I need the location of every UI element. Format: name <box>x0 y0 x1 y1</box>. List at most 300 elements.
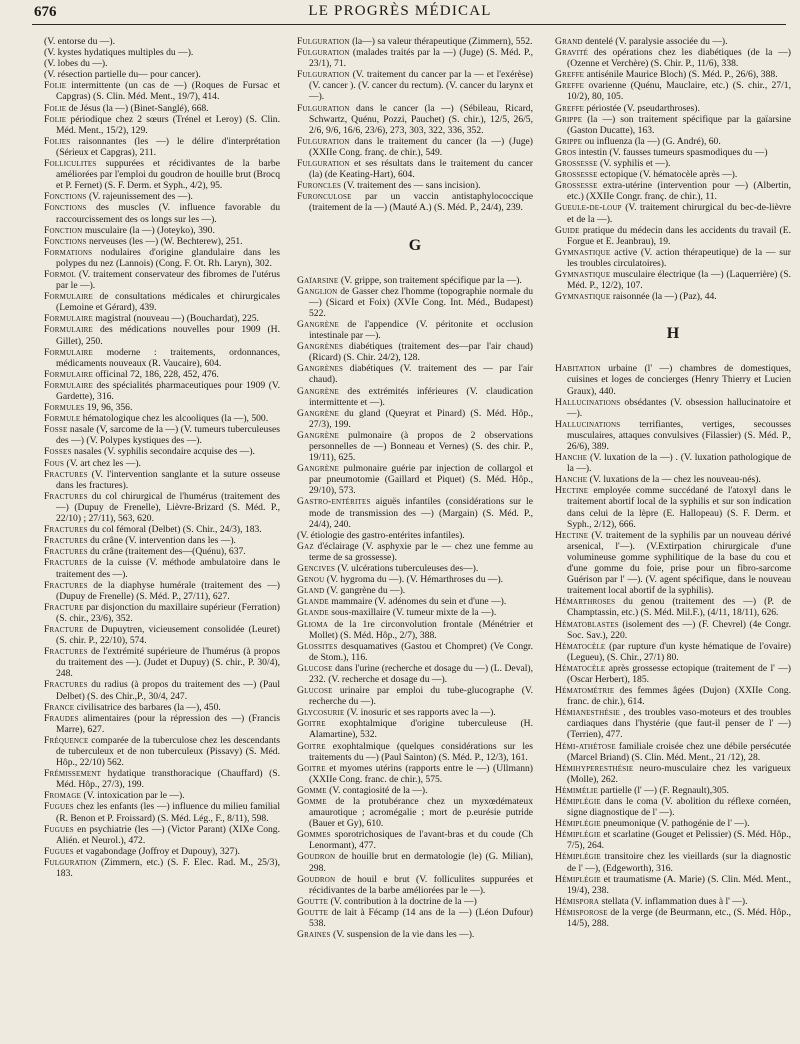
entry-heading: Fonctions <box>44 202 87 214</box>
entry-text: magistral (nouveau —) (Bouchardat), 225. <box>95 313 259 325</box>
entry-text: de Jésus (la —) (Binet-Sanglé), 668. <box>68 102 209 114</box>
entry-text: partielle (l' —) (F. Regnault),305. <box>600 784 729 796</box>
entry-text: (V. suspension de la vie dans les —). <box>333 929 475 941</box>
entry-heading: Hémiplégie <box>555 796 601 807</box>
entry-text: de Dupuytren, vicieusement consolidée (Leuret) (S. chir. P., 22/10), 574. <box>56 623 280 647</box>
index-entry <box>555 225 791 247</box>
entry-text: moderne : traitements, ordonnances, médicaments nouveaux (R. Vaucaire), 604. <box>56 346 280 369</box>
index-column-3 <box>555 36 791 1040</box>
entry-text: aiguës infantiles (considérations sur le mode de transmission des —) (Margain) (S. Méd. P., 24/4), 240. <box>309 496 533 530</box>
index-entry <box>44 47 280 58</box>
entry-heading: Hémiplégie <box>555 873 601 885</box>
entry-heading: Formulaire <box>44 346 93 358</box>
entry-heading: Gros <box>555 146 577 158</box>
index-entry <box>555 707 791 740</box>
entry-heading: Hématocèle <box>555 662 606 674</box>
entry-text: (isolement des —) (F. Chevrel) (4e Congr. Soc. Sav.), 220. <box>567 618 791 641</box>
entry-text: (V. étiologie des gastro-entérites infantiles). <box>297 529 465 541</box>
entry-heading: Grossesse <box>555 169 598 181</box>
index-entry <box>297 363 533 385</box>
entry-heading: Ganglion <box>297 285 338 297</box>
entry-heading: Guide <box>555 224 580 236</box>
entry-text: des spécialités pharmaceutiques pour 1909 (V. Gardette), 316. <box>56 379 280 402</box>
entry-heading: Furonculose <box>297 191 352 203</box>
entry-text: de l'appendice (V. péritonite et occlusion intestinale par —). <box>309 318 533 342</box>
index-entry <box>555 158 791 169</box>
entry-heading: Fonctions <box>44 235 87 247</box>
entry-text: (malades traités par la —) (Juge) (S. Méd. P., 23/1), 71. <box>309 47 533 70</box>
index-entry <box>44 236 280 247</box>
index-entry <box>555 474 791 485</box>
entry-heading: Hectine <box>555 529 589 541</box>
entry-heading: Fulguration <box>297 135 350 147</box>
index-entry <box>44 347 280 369</box>
entry-heading: Goitre <box>297 718 326 730</box>
entry-heading: Grippe <box>555 113 583 125</box>
index-entry <box>555 452 791 474</box>
index-entry <box>44 247 280 269</box>
index-entry <box>297 47 533 69</box>
entry-heading: Gaz <box>297 540 314 552</box>
index-entry <box>555 103 791 114</box>
entry-heading: Hémiplégie <box>555 829 601 841</box>
entry-text: nerveuses (les —) (W. Bechterew), 251. <box>88 235 243 247</box>
entry-heading: Gangrène <box>297 385 339 397</box>
index-entry <box>44 402 280 413</box>
index-entry <box>297 136 533 158</box>
entry-text: d'éclairage (V. asphyxie par le — chez une femme au terme de sa grossesse). <box>309 540 533 563</box>
entry-text: du crâne (traitement des—(Quénu), 637. <box>90 546 246 558</box>
entry-text: par un vaccin antistaphylococcique (traitement de la —) (Mauté A.) (S. Méd. P., 24/4), 239. <box>309 191 533 214</box>
index-entry <box>297 663 533 685</box>
entry-text: de lait à Fécamp (14 ans de la —) (Léon Dufour) 538. <box>309 906 533 930</box>
entry-text: périodique chez 2 sœurs (Trénel et Leroy) (S. Clin. Méd. Ment., 15/2), 129. <box>56 113 280 136</box>
entry-text: desquamatives (Gastou et Chompret) (Ve Congr. de Stom.), 116. <box>309 640 533 663</box>
index-entry <box>44 735 280 768</box>
entry-text: (V. traitement de la syphilis par un nouveau dérivé arsenical, l'—). (V.Extirpation chirurgicale d'une volumineuse gomme syphilitique de la base du cou et d'une gomme du foie, prise pour un fibro-sarcome Guérison par l' —). (V. agent spécifique, dans le nouveau traitement local abortif de la syphilis). <box>567 529 791 597</box>
journal-title: LE PROGRÈS MÉDICAL <box>308 3 492 19</box>
index-entry <box>297 619 533 641</box>
index-entry <box>297 574 533 585</box>
entry-text: nasales (V. syphilis secondaire acquise des —). <box>73 446 255 458</box>
entry-heading: Glucose <box>297 685 333 697</box>
entry-text: des extrémités inférieures (V. claudication intermittente et —). <box>309 385 533 408</box>
entry-text: musculaire (la —) (Joteyko), 390. <box>84 224 215 236</box>
entry-text: de Gasser chez l'homme (topographie normale du —) (Sicard et Foix) (XVIe Cong. Int. Méd., Budapest) 522. <box>309 285 533 319</box>
section-letter: G <box>408 236 422 254</box>
entry-text: ou influenza (la —) (G. André), 60. <box>584 135 721 147</box>
index-entry <box>297 496 533 529</box>
entry-heading: Hémimélie <box>555 784 598 796</box>
entry-heading: Furoncles <box>297 180 342 192</box>
entry-text: ectopique (V. hématocèle après —). <box>599 169 738 181</box>
index-entry <box>555 397 791 419</box>
entry-heading: Frémissement <box>44 768 102 780</box>
entry-heading: Gymnastique <box>555 291 611 303</box>
index-entry <box>44 269 280 291</box>
entry-text: hydatique transthoracique (Chauffard) (S. Méd. Hôp., 27/3), 199. <box>56 768 280 791</box>
entry-heading: Fractures <box>44 557 88 569</box>
index-entry <box>297 929 533 940</box>
entry-text: (V. grippe, son traitement spécifique par la —). <box>340 274 522 286</box>
entry-text: intermittente (un cas de —) (Roques de Fursac et Capgras) (S. Clin. Méd. Ment., 19/7), 414. <box>56 80 280 103</box>
entry-heading: Formule <box>44 413 81 425</box>
entry-text: de l'extrémité supérieure de l'humérus (à propos du traitement des —). (Judet et Dupuy) (S. chir., P. 30/4), 248. <box>56 646 280 680</box>
entry-heading: Glande <box>297 607 329 619</box>
index-entry <box>297 430 533 463</box>
index-entry <box>555 485 791 529</box>
entry-heading: Fulguration <box>44 856 97 868</box>
entry-heading: Glossites <box>297 640 338 652</box>
entry-heading: Folie <box>44 80 67 92</box>
entry-text: sporotrichosiques de l'avant-bras et du coude (Ch Lenormant), 477. <box>309 829 533 852</box>
entry-heading: Formules <box>44 402 85 414</box>
index-entry <box>44 646 280 679</box>
entry-text: raisonnantes (les —) le délire d'interprétation (Sérieux et Capgras), 211. <box>56 135 280 158</box>
entry-text: des femmes âgées (Dujon) (XXIIe Cong. franc. de chir.), 614. <box>567 685 791 708</box>
entry-heading: Gomme <box>297 784 327 796</box>
index-entry <box>44 790 280 801</box>
entry-heading: Hémarthroses <box>555 596 616 608</box>
index-entry <box>297 851 533 873</box>
entry-text: de la cuisse (V. méthode ambulatoire dans le traitement des —). <box>56 557 280 580</box>
entry-heading: Hémisporose <box>555 906 608 918</box>
entry-heading: Fugues <box>44 845 74 857</box>
index-entry <box>44 324 280 346</box>
entry-heading: Gaïarsine <box>297 274 339 286</box>
index-entry <box>555 36 791 47</box>
entry-text: ovarienne (Quénu, Mauclaire, etc.) (S. chir., 27/1, 10/2), 80, 105. <box>567 80 791 103</box>
entry-heading: Gomme <box>297 796 327 807</box>
entry-text: (V. hygroma du —). (V. Hémarthroses du —). <box>326 574 504 586</box>
entry-heading: Gravité <box>555 47 589 59</box>
entry-heading: Glucose <box>297 662 333 674</box>
entry-text: raisonnée (la —) (Paz), 44. <box>612 291 717 303</box>
entry-text: en psychiatrie (les —) (Victor Parant) (XIXe Cong. Alién. et Neurol.), 472. <box>56 823 280 846</box>
index-entry <box>297 36 533 47</box>
entry-heading: Fractures <box>44 646 88 658</box>
entry-text: de houil e brut (V. folliculites suppurées et récidivantes de la barbe améliorées par le —). <box>309 873 533 896</box>
entry-heading: Fractures <box>44 524 88 536</box>
index-entry <box>555 907 791 929</box>
entry-text: (V. traitement chirurgical du bec-de-lièvre et de la —). <box>567 202 791 225</box>
index-entry <box>297 585 533 596</box>
entry-text: et traumatisme (A. Marie) (S. Clin. Méd. Ment., 19/4), 238. <box>567 873 791 896</box>
index-entry <box>44 713 280 735</box>
entry-text: alimentaires (pour la répression des —) (Francis Marre), 627. <box>56 712 280 735</box>
entry-heading: Fractures <box>44 579 88 591</box>
index-entry <box>297 463 533 496</box>
entry-heading: Hématoblastes <box>555 618 619 630</box>
index-entry <box>44 225 280 236</box>
entry-text: (V. ulcérations tuberculeuses des—). <box>337 563 479 575</box>
index-entry <box>44 535 280 546</box>
entry-text: diabétiques (traitement des—par l'air chaud) (Ricard) (S. Chir. 24/2), 128. <box>309 341 533 364</box>
entry-text: comparée de la tuberculose chez les descendants de tuberculeux et de non tuberculeux (Pissavy) (S. Méd. Hôp., 22/10) 562. <box>56 734 280 769</box>
entry-heading: Goitre <box>297 740 326 752</box>
index-entry <box>555 874 791 896</box>
entry-heading: Fugues <box>44 823 74 835</box>
entry-text: chez les enfants (les —) influence du milieu familial (R. Benon et P. Froissard) (S. Méd. Lég., F., 8/11), 598. <box>56 801 280 824</box>
entry-text: par disjonction du maxillaire supérieur (Ferration) (S. chir., 23/6), 352. <box>56 601 280 624</box>
entry-heading: Fonction <box>44 224 83 236</box>
entry-heading: Folie <box>44 102 67 114</box>
entry-heading: Fraudes <box>44 712 79 724</box>
entry-text: (V. luxation de la —) . (V. luxation pathologique de la —). <box>567 452 791 475</box>
entry-heading: Gastro-entérites <box>297 496 371 508</box>
entry-text: de la protubérance chez un myxœdémateux amaurotique ; acromégalie ; mort de p.eurésie putride (Bauer et Gy), 610. <box>309 796 533 830</box>
index-entry <box>555 896 791 907</box>
index-entry <box>297 874 533 896</box>
entry-heading: Goutte <box>297 895 329 907</box>
entry-heading: Fractures <box>44 535 88 547</box>
entry-heading: Fulguration <box>297 36 350 47</box>
index-entry <box>44 580 280 602</box>
entry-heading: Fulguration <box>297 69 350 81</box>
index-entry <box>297 763 533 785</box>
entry-heading: Glycosurie <box>297 707 345 719</box>
index-entry <box>44 768 280 790</box>
index-entry <box>297 829 533 851</box>
entry-heading: Formations <box>44 246 93 258</box>
index-entry <box>297 741 533 763</box>
entry-heading: Hématométrie <box>555 685 615 697</box>
entry-text: sous-maxillaire (V. tumeur mixte de la —). <box>331 607 497 619</box>
entry-heading: Fractures <box>44 468 88 480</box>
entry-heading: Fulguration <box>297 47 350 59</box>
entry-heading: Fromage <box>44 790 82 802</box>
entry-heading: Fracture <box>44 623 84 635</box>
entry-heading: Gland <box>297 585 325 597</box>
entry-text: employée comme succédané de l'atoxyl dans le traitement abortif local de la syphilis et sur son indication dans celui de la lèpre (E. Hallopeau) (S. F. Derm. et Syph., 2/12), 666. <box>567 485 791 530</box>
entry-text: (V. art chez les —). <box>66 457 141 469</box>
entry-heading: Fugues <box>44 801 74 813</box>
entry-heading: Fractures <box>44 679 88 691</box>
index-column-2 <box>297 36 533 1040</box>
index-entry <box>297 685 533 707</box>
index-entry <box>555 247 791 269</box>
entry-heading: Formulaire <box>44 291 93 303</box>
entry-heading: Goitre <box>297 762 326 774</box>
entry-text: et ses résultats dans le traitement du cancer (la) (de Keating-Hart), 604. <box>309 158 533 181</box>
index-entry <box>555 269 791 291</box>
entry-heading: Gangrène <box>297 318 339 330</box>
index-entry <box>555 785 791 796</box>
entry-text: mammaire (V. adénomes du sein et d'une —). <box>331 596 507 608</box>
index-entry <box>555 69 791 80</box>
index-entry <box>555 202 791 224</box>
index-entry <box>44 702 280 713</box>
entry-text: (V. l'intervention sanglante et la suture osseuse dans les fractures). <box>56 468 280 491</box>
entry-text: des muscles (V. influence favorable du raccourcissement des os longs sur les —). <box>56 202 280 225</box>
entry-heading: Fulguration <box>297 102 350 114</box>
entry-text: (V. inosuric et ses rapports avec la —). <box>346 707 496 719</box>
entry-text: musculaire électrique (la —) (Laquerrière) (S. Méd. P., 12/2), 107. <box>567 268 791 292</box>
entry-text: , des troubles vaso-moteurs et des troubles cardiaques dans l'hystérie (que faut-il penser de l' —) (Terrien), 477. <box>567 707 791 741</box>
entry-text: du col fémoral (Delbet) (S. Chir., 24/3), 183. <box>90 524 262 536</box>
entry-text: stellata (V. inflammation dues à l' —). <box>601 895 748 907</box>
entry-heading: Fulguration <box>297 158 350 170</box>
entry-text: du col chirurgical de l'humérus (traitement des —) (Dupuy de Frenelle), Lièvre-Brizard (S. Méd. P., 22/10) ; 27/11), 563, 620. <box>56 490 280 525</box>
index-entry <box>44 424 280 446</box>
index-entry <box>555 291 791 302</box>
entry-text: (V. lobes du —). <box>44 58 108 70</box>
entry-heading: Gommes <box>297 829 331 841</box>
index-entry <box>297 341 533 363</box>
index-entry <box>555 829 791 851</box>
entry-text: (V. contagiosité de la —). <box>329 784 428 796</box>
entry-text: des médications nouvelles pour 1909 (H. Gillet), 250. <box>56 324 280 347</box>
entry-heading: Goudron <box>297 873 336 885</box>
page-header <box>0 0 800 28</box>
entry-heading: France <box>44 701 75 713</box>
entry-heading: Gangrènes <box>297 363 344 375</box>
index-entry <box>555 619 791 641</box>
entry-text: et scarlatine (Gouget et Pelissier) (S. Méd. Hôp., 7/5), 264. <box>567 829 791 852</box>
entry-text: et vagabondage (Joffroy et Dupouy), 327). <box>76 845 240 857</box>
index-entry <box>555 80 791 102</box>
entry-heading: Fonctions <box>44 191 87 203</box>
entry-heading: Hallucinations <box>555 418 621 430</box>
entry-text: dans le cancer (la —) (Sébileau, Ricard, Schwartz, Quénu, Pozzi, Pauchet) (S. chir.), 12/5, 26/5, 2/6, 9/6, 16/6, 23/6), 273, 303, 322, 336, 352. <box>309 102 533 136</box>
index-entry <box>297 707 533 718</box>
entry-heading: Fosse <box>44 424 68 436</box>
entry-text: dentelé (V. paralysie associée du —). <box>585 36 728 47</box>
entry-text: (V. kystes hydatiques multiples du —). <box>44 47 194 59</box>
index-entry <box>44 36 280 47</box>
index-entry <box>555 796 791 818</box>
entry-text: (V. intoxication par le —). <box>83 790 185 802</box>
index-entry <box>297 319 533 341</box>
entry-text: urbaine (l' —) chambres de domestiques, cuisines et loges de concierges (Henry Thierry et Lucien Graux), 440. <box>567 363 791 397</box>
index-entry <box>555 851 791 873</box>
index-entry <box>44 824 280 846</box>
section-letter: H <box>666 325 680 343</box>
entry-text: diabétiques (V. traitement des — par l'air chaud). <box>309 363 533 386</box>
entry-heading: Fractures <box>44 546 88 558</box>
entry-heading: Gangrène <box>297 463 339 475</box>
entry-text: (par rupture d'un kyste hématique de l'ovaire) (Legueu), (S. Chir., 27/1) 80. <box>567 640 791 663</box>
entry-text: (la—) sa valeur thérapeutique (Zimmern), 552. <box>352 36 533 47</box>
entry-heading: Grand <box>555 36 583 47</box>
entry-heading: Folliculites <box>44 158 97 170</box>
entry-heading: Goudron <box>297 851 336 863</box>
entry-heading: Hémiplégie <box>555 818 601 830</box>
index-entry <box>297 69 533 102</box>
entry-heading: Grippe <box>555 135 583 147</box>
entry-text: des opérations chez les diabétiques (de la —) (Ozenne et Verchère) (S. Chir. P., 11/6), 338. <box>567 47 791 70</box>
entry-heading: Greffe <box>555 80 585 92</box>
index-entry <box>44 624 280 646</box>
entry-heading: Grossesse <box>555 158 598 170</box>
index-entry <box>297 191 533 213</box>
entry-text: de la verge (de Beurmann, etc., (S. Méd. Hôp., 14/5), 288. <box>567 906 791 930</box>
index-entry <box>44 857 280 879</box>
index-entry <box>44 369 280 380</box>
index-entry <box>44 469 280 491</box>
index-entry <box>555 596 791 618</box>
entry-text: (V. traitement conservateur des fibromes de l'utérus par le —). <box>56 268 280 292</box>
entry-text: dans l'urine (recherche et dosage du —) (L. Deval), 232. (V. recherche et dosage du —). <box>309 662 533 685</box>
index-entry <box>555 180 791 202</box>
index-entry <box>44 191 280 202</box>
entry-heading: Hanche <box>555 474 588 486</box>
entry-text: de la diaphyse humérale (traitement des —) (Dupuy de Frenelle) (S. Méd. P., 27/11), 627. <box>56 579 280 602</box>
entry-text: familiale croisée chez une débile persécutée (Marcel Briand) (S. Clin. Méd. Ment., 21 /12), 28. <box>567 740 791 763</box>
entry-text: du gland (Queyrat et Pinard) (S. Méd. Hôp., 27/3), 199. <box>309 407 533 430</box>
index-entry <box>44 846 280 857</box>
index-entry <box>555 530 791 597</box>
index-entry <box>555 763 791 785</box>
entry-heading: Graines <box>297 929 331 941</box>
index-entry <box>297 158 533 180</box>
entry-heading: Gueule-de-loup <box>555 202 622 214</box>
entry-text: exophtalmique (quelques considérations sur les traitements du —) (Paul Sainton) (S. Méd. P., 12/3), 161. <box>309 740 533 763</box>
entry-text: du radius (à propos du traitement des —) (Paul Delbet) (S. des Chir.,P., 30/4, 247. <box>56 679 280 702</box>
entry-text: du crâne (V. intervention dans les —). <box>90 535 236 547</box>
index-entry <box>555 741 791 763</box>
entry-heading: Fréquence <box>44 734 89 746</box>
entry-heading: Hémi-athétose <box>555 740 616 752</box>
entry-text: terrifiantes, vertiges, secousses musculaires, attaques convulsives (Filassier) (S. Méd. P., 26/6), 389. <box>567 418 791 452</box>
index-entry <box>297 641 533 663</box>
index-entry <box>44 291 280 313</box>
index-entry <box>44 380 280 402</box>
entry-text: pratique du médecin dans les accidents du travail (E. Forgue et E. Jeanbrau), 19. <box>567 224 791 247</box>
entry-heading: Fracture <box>44 601 84 613</box>
entry-heading: Hématocèle <box>555 640 606 652</box>
entry-text: civilisatrice des barbares (la —), 450. <box>76 701 221 713</box>
entry-heading: Fosses <box>44 446 72 458</box>
entry-text: et myomes utérins (rapports entre le —) (Ullmann) (XXIIe Cong. franc. de chir.), 575. <box>309 762 533 785</box>
index-entry <box>297 386 533 408</box>
index-entry <box>44 158 280 191</box>
entry-heading: Gangrènes <box>297 341 344 353</box>
index-entry <box>555 47 791 69</box>
index-entry <box>297 907 533 929</box>
entry-heading: Hallucinations <box>555 396 621 408</box>
entry-text: (V. entorse du —). <box>44 36 115 47</box>
entry-heading: Gangrène <box>297 429 339 441</box>
entry-text: (V. traitement du cancer par la — et l'exérèse) (V. cancer ). (V. cancer du rectum). (V. cancer du larynx et —). <box>309 69 533 103</box>
entry-heading: Formulaire <box>44 379 93 391</box>
index-entry <box>555 818 791 829</box>
index-entry <box>44 80 280 102</box>
index-entry <box>44 546 280 557</box>
index-entry <box>297 286 533 319</box>
entry-heading: Greffe <box>555 69 585 81</box>
index-entry <box>44 557 280 579</box>
index-entry <box>44 679 280 701</box>
entry-text: extra-utérine (intervention pour —) (Albertin, etc.) (XXIIe Congr. franç. de chir.), 11. <box>567 180 791 203</box>
index-entry <box>555 685 791 707</box>
entry-text: suppurées et récidivantes de la barbe améliorées par l'emploi du goudron de houille brut (Brocq et P. Fernet) (S. F. Derm. et Syph., 4/2), 95. <box>56 158 280 192</box>
index-entry <box>555 419 791 452</box>
page-number: 676 <box>34 4 57 20</box>
entry-text: dans le coma (V. abolition du réflexe cornéen, signe diagnostique de l' —). <box>567 796 791 819</box>
entry-heading: Fractures <box>44 490 88 502</box>
entry-heading: Hémispora <box>555 895 600 907</box>
entry-text: de consultations médicales et chirurgicales (Lemoine et Gérard), 439. <box>56 291 280 314</box>
index-entry <box>44 801 280 823</box>
index-entry <box>555 169 791 180</box>
index-entry <box>555 147 791 158</box>
entry-heading: Hectine <box>555 485 589 497</box>
entry-heading: Gangrène <box>297 407 339 419</box>
entry-heading: Grossesse <box>555 180 598 192</box>
index-entry <box>44 413 280 424</box>
entry-text: (V. contribution à la doctrine de la —) <box>330 895 477 907</box>
